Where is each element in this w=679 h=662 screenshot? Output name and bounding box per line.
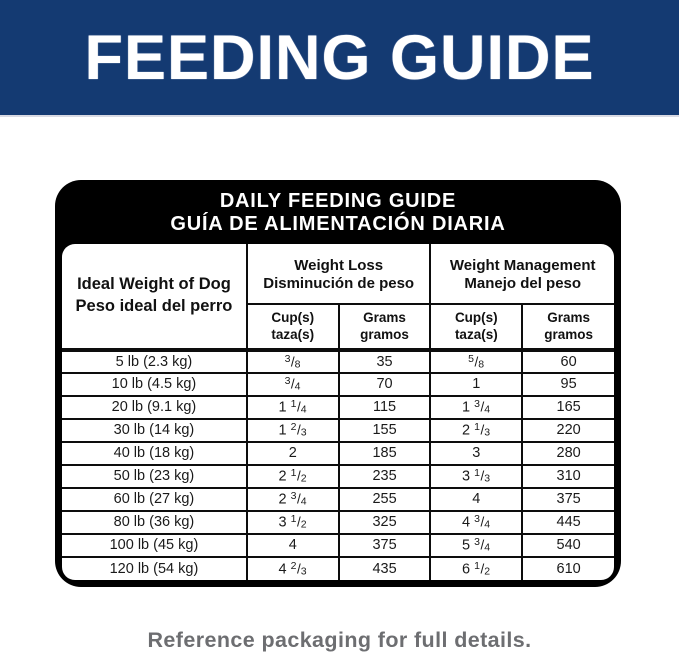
header-loss-cups-en: Cup(s)	[271, 309, 315, 325]
loss-grams-cell: 185	[339, 442, 431, 465]
mgmt-cups-cell: 3 $^1$/3	[430, 465, 522, 488]
loss-cups-cell: 4 $^2$/3	[247, 557, 339, 580]
loss-cups-cell: 2 $^3$/4	[247, 488, 339, 511]
loss-grams-cell: 255	[339, 488, 431, 511]
loss-cups-cell: $^3$/8	[247, 350, 339, 373]
mgmt-grams-cell: 375	[522, 488, 614, 511]
mgmt-cups-cell: 3	[430, 442, 522, 465]
mgmt-grams-cell: 310	[522, 465, 614, 488]
table-row	[62, 350, 614, 373]
weight-cell: 100 lb (45 kg)	[62, 534, 247, 557]
feeding-table-body	[62, 350, 614, 580]
mgmt-cups-cell: 4 $^3$/4	[430, 511, 522, 534]
loss-grams-cell: 115	[339, 396, 431, 419]
weight-cell: 60 lb (27 kg)	[62, 488, 247, 511]
loss-grams-cell: 375	[339, 534, 431, 557]
header-loss-grams-es: gramos	[360, 327, 409, 343]
mgmt-grams-cell: 540	[522, 534, 614, 557]
footer-note: Reference packaging for full details.	[147, 628, 532, 652]
table-row	[62, 373, 614, 396]
table-row	[62, 511, 614, 534]
loss-cups-cell: 3 $^1$/2	[247, 511, 339, 534]
header-weight-loss	[247, 244, 431, 304]
header-ideal-weight	[62, 244, 247, 350]
weight-cell: 20 lb (9.1 kg)	[62, 396, 247, 419]
loss-grams-cell: 325	[339, 511, 431, 534]
header-mgmt-cups	[430, 304, 522, 350]
card-title-es: GUÍA DE ALIMENTACIÓN DIARIA	[170, 212, 506, 235]
mgmt-cups-cell: 1 $^3$/4	[430, 396, 522, 419]
mgmt-grams-cell: 280	[522, 442, 614, 465]
loss-grams-cell: 155	[339, 419, 431, 442]
footer	[0, 628, 679, 653]
feeding-table	[62, 244, 614, 580]
loss-grams-cell: 435	[339, 557, 431, 580]
table-row	[62, 534, 614, 557]
table-row	[62, 557, 614, 580]
header-loss-grams	[339, 304, 431, 350]
loss-grams-cell: 35	[339, 350, 431, 373]
header-loss-grams-en: Grams	[363, 309, 406, 325]
header-ideal-weight-en: Ideal Weight of Dog	[77, 275, 231, 294]
weight-cell: 10 lb (4.5 kg)	[62, 373, 247, 396]
weight-cell: 30 lb (14 kg)	[62, 419, 247, 442]
loss-cups-cell: 1 $^1$/4	[247, 396, 339, 419]
loss-cups-cell: 4	[247, 534, 339, 557]
mgmt-grams-cell: 165	[522, 396, 614, 419]
header-weight-management-es: Manejo del peso	[464, 275, 582, 293]
table-row	[62, 488, 614, 511]
mgmt-grams-cell: 220	[522, 419, 614, 442]
table-row	[62, 442, 614, 465]
mgmt-cups-cell: 2 $^1$/3	[430, 419, 522, 442]
mgmt-cups-cell: 6 $^1$/2	[430, 557, 522, 580]
banner-title: FEEDING GUIDE	[84, 22, 595, 93]
loss-cups-cell: 2 $^1$/2	[247, 465, 339, 488]
weight-cell: 80 lb (36 kg)	[62, 511, 247, 534]
table-row	[62, 465, 614, 488]
header-weight-loss-es: Disminución de peso	[263, 275, 415, 293]
header-mgmt-cups-en: Cup(s)	[454, 309, 498, 325]
header-mgmt-cups-es: taza(s)	[454, 327, 498, 343]
weight-cell: 50 lb (23 kg)	[62, 465, 247, 488]
header-loss-cups-es: taza(s)	[271, 327, 315, 343]
header-group-row	[62, 244, 614, 304]
mgmt-grams-cell: 60	[522, 350, 614, 373]
mgmt-cups-cell: $^5$/8	[430, 350, 522, 373]
header-ideal-weight-es: Peso ideal del perro	[75, 296, 233, 315]
loss-cups-cell: 1 $^2$/3	[247, 419, 339, 442]
table-row	[62, 396, 614, 419]
table-wrap	[62, 244, 614, 580]
mgmt-cups-cell: 5 $^3$/4	[430, 534, 522, 557]
table-row	[62, 419, 614, 442]
mgmt-grams-cell: 445	[522, 511, 614, 534]
loss-grams-cell: 235	[339, 465, 431, 488]
weight-cell: 120 lb (54 kg)	[62, 557, 247, 580]
feeding-guide-card	[55, 180, 621, 587]
banner	[0, 0, 679, 117]
mgmt-cups-cell: 1	[430, 373, 522, 396]
mgmt-grams-cell: 610	[522, 557, 614, 580]
header-weight-loss-en: Weight Loss	[294, 256, 384, 274]
mgmt-grams-cell: 95	[522, 373, 614, 396]
weight-cell: 5 lb (2.3 kg)	[62, 350, 247, 373]
header-weight-management-en: Weight Management	[449, 256, 596, 274]
card-title-en: DAILY FEEDING GUIDE	[219, 190, 457, 212]
weight-cell: 40 lb (18 kg)	[62, 442, 247, 465]
loss-grams-cell: 70	[339, 373, 431, 396]
header-mgmt-grams-es: gramos	[544, 327, 593, 343]
loss-cups-cell: 2	[247, 442, 339, 465]
loss-cups-cell: $^3$/4	[247, 373, 339, 396]
mgmt-cups-cell: 4	[430, 488, 522, 511]
header-mgmt-grams-en: Grams	[547, 309, 590, 325]
header-mgmt-grams	[522, 304, 614, 350]
header-weight-management	[430, 244, 614, 304]
card-title	[55, 180, 621, 244]
header-loss-cups	[247, 304, 339, 350]
